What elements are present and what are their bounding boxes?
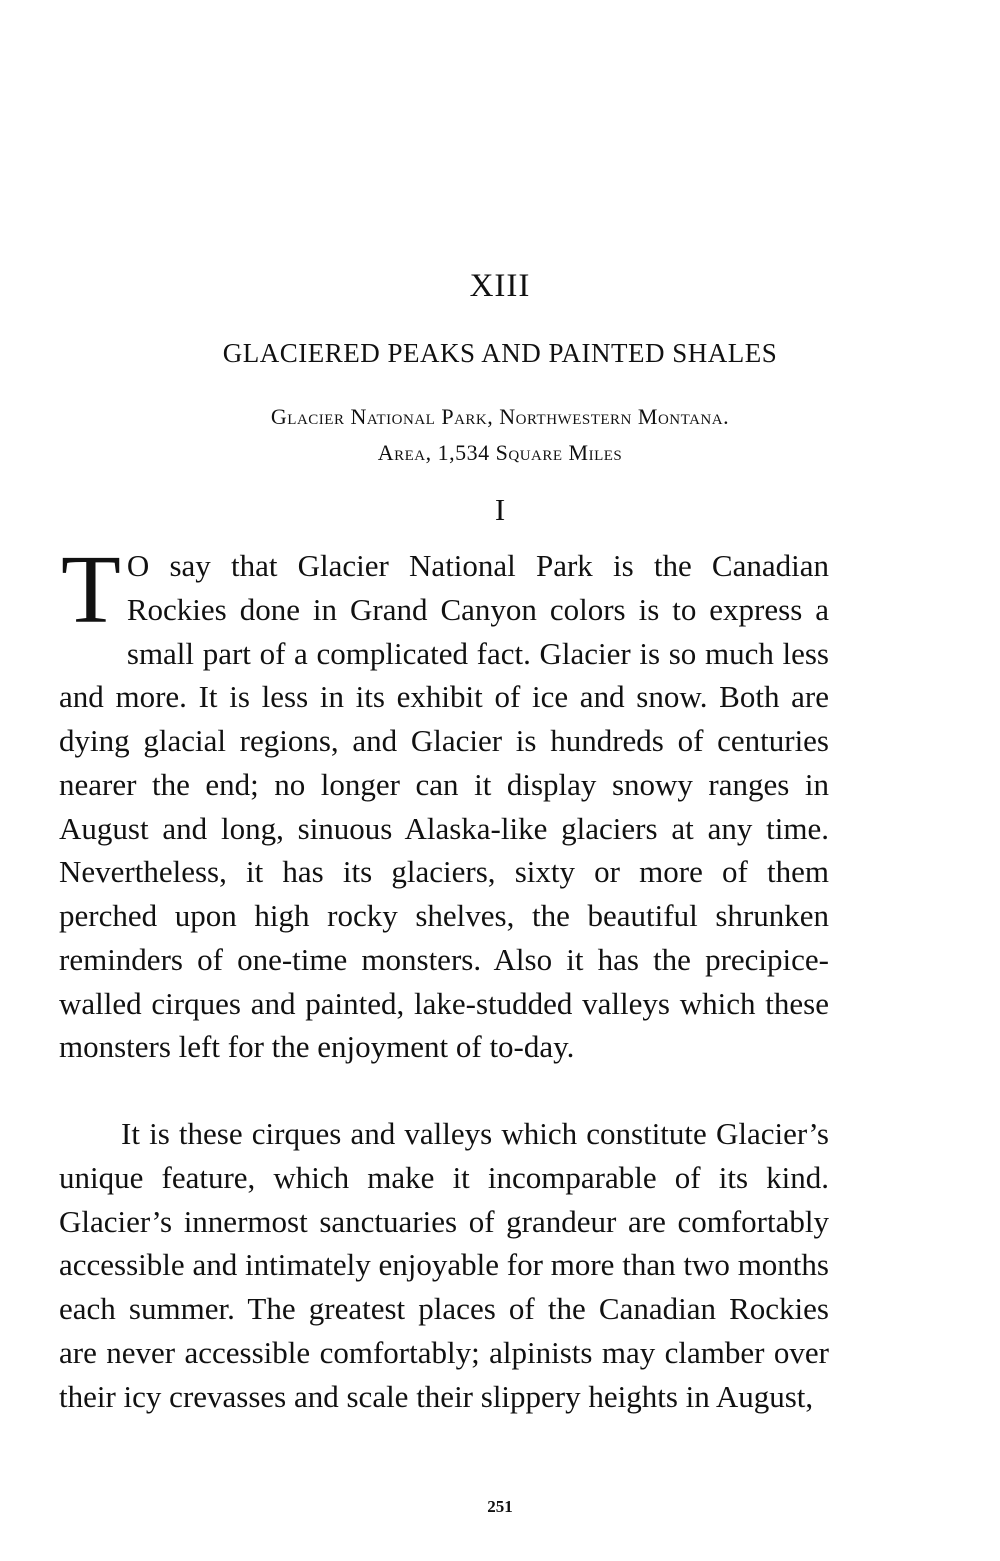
page-number: 251 bbox=[487, 1497, 513, 1516]
paragraph-2-text: It is these cirques and valleys which constitute Glacier’s unique feature, which make it incomparable of its kind. Glacier’s innermost sanctuaries of grandeur are comfortably accessible and intimately enjoyable for more than two months each summer. The greatest places of the Canadian Rockies are never accessible comfortably; alpinists may clamber over their icy crevasses and scale their slippery heights in August, bbox=[59, 1116, 829, 1414]
chapter-title: GLACIERED PEAKS AND PAINTED SHALES bbox=[222, 338, 778, 368]
drop-cap: T bbox=[61, 536, 121, 644]
chapter-subtitle-location: Glacier National Park, Northwestern Montana. bbox=[270, 404, 730, 429]
chapter-subtitle-area: Area, 1,534 Square Miles bbox=[377, 440, 623, 465]
body-paragraph-1 bbox=[59, 536, 829, 1069]
paragraph-1-text: O say that Glacier National Park is the Canadian Rockies done in Grand Canyon colors is to express a small part of a complicated fact. Glacier is so much less and more. It is less in its exhibit of ice and snow. Both are dying glacial regions, and Glacier is hundreds of centuries nearer the end; no longer can it display snowy ranges in August and long, sinuous Alaska-like glaciers at any time. Nevertheless, it has its glaciers, sixty or more of them perched upon high rocky shelves, the beautiful shrunken reminders of one-time monsters. Also it has the precipice-walled cirques and painted, lake-studded valleys which these monsters left for the enjoyment of to-day. bbox=[59, 548, 829, 1065]
chapter-number: XIII bbox=[469, 268, 531, 304]
section-number: I bbox=[494, 492, 506, 527]
body-paragraph-2 bbox=[59, 1112, 829, 1418]
